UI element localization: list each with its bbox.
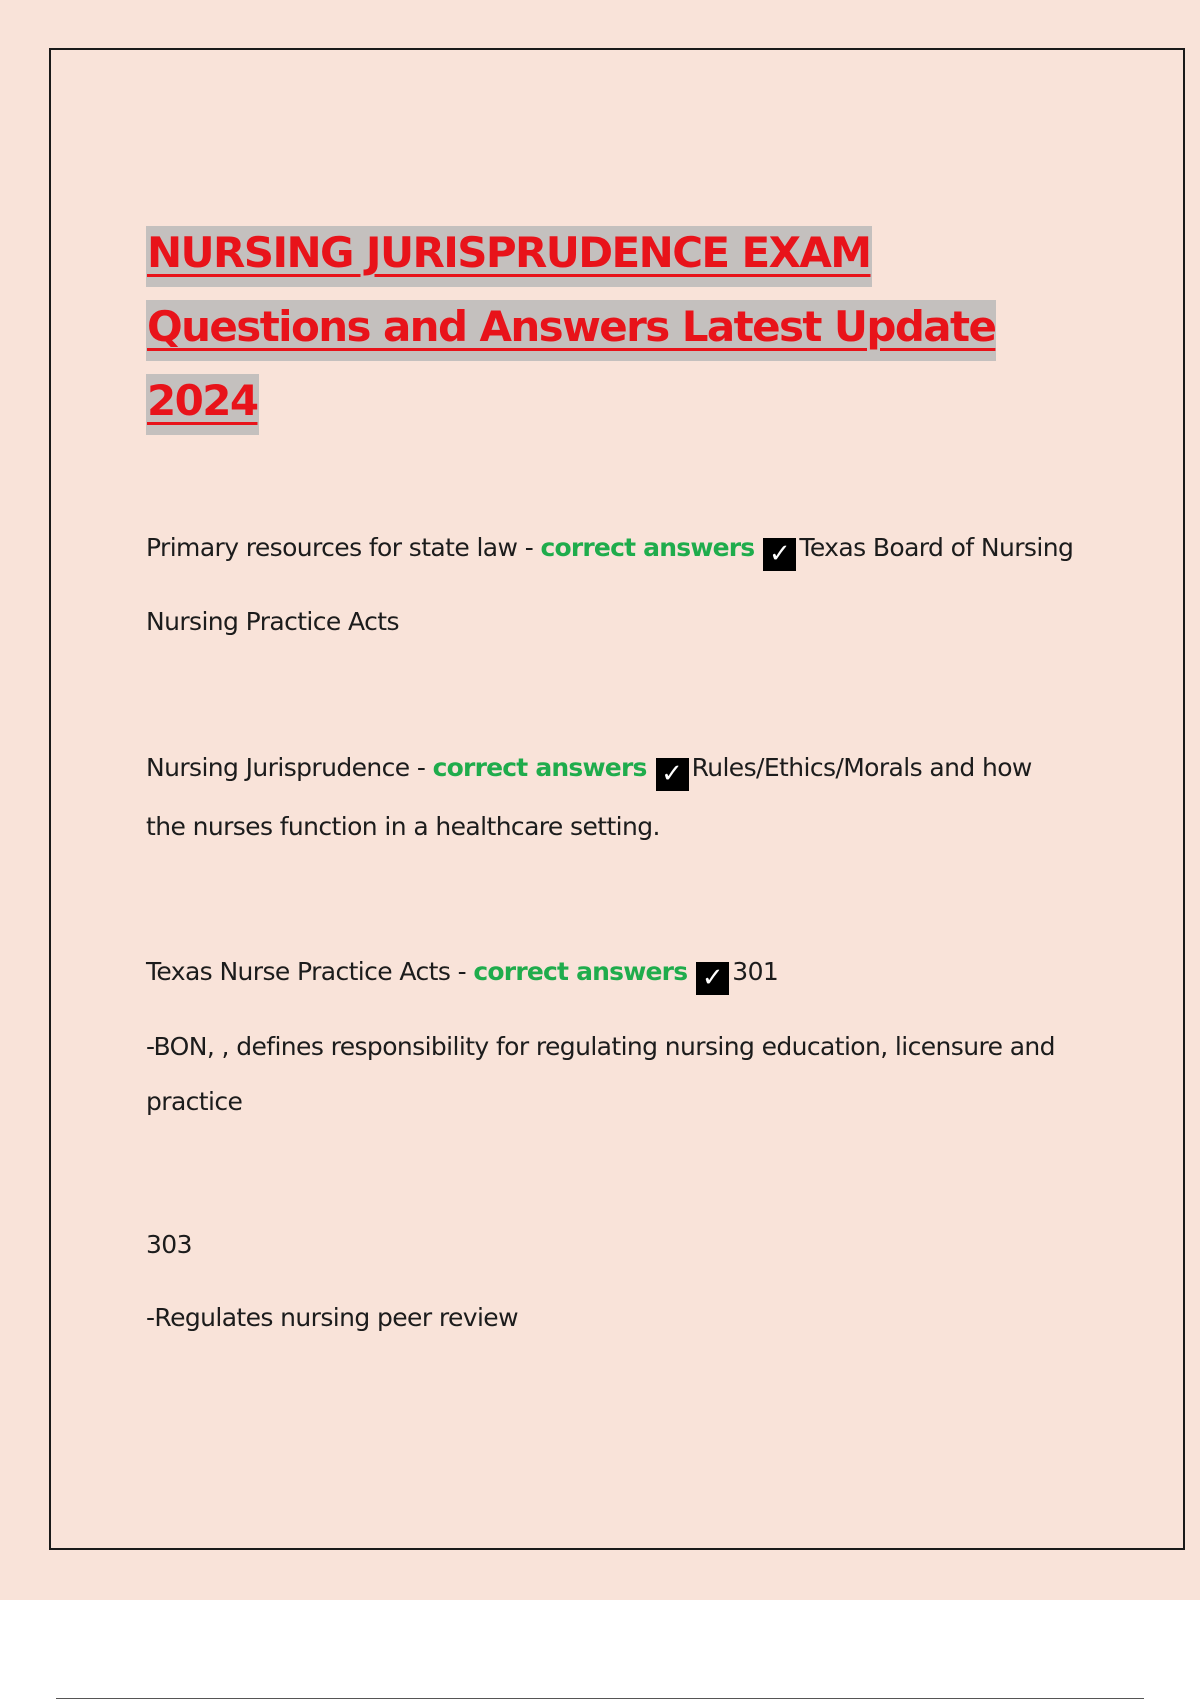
entry-1-question: Primary resources for state law - <box>146 533 541 562</box>
entry-3-answer-line-5: -Regulates nursing peer review <box>146 1303 518 1332</box>
entry-3-answer-line-2: -BON, , defines responsibility for regulating nursing education, licensure and <box>146 1032 1055 1061</box>
entry-3-answer-line-1: 301 <box>732 957 779 986</box>
title-text-3: 2024 <box>146 374 259 435</box>
entry-1-correct-answers-label: correct answers <box>540 533 755 562</box>
title-text-1: NURSING JURISPRUDENCE EXAM <box>146 226 872 287</box>
checkmark-icon: ✓ <box>763 538 796 571</box>
title-line-3 <box>146 364 1076 438</box>
title-line-1 <box>146 216 1076 290</box>
entry-3-answer-line-4: 303 <box>146 1230 192 1259</box>
entry-1-answer-line-1: Texas Board of Nursing <box>799 533 1074 562</box>
entry-1-question-line <box>146 533 1073 571</box>
entry-2-answer-line-1: Rules/Ethics/Morals and how <box>691 753 1032 782</box>
bottom-divider <box>56 1698 1144 1699</box>
entry-2-question: Nursing Jurisprudence - <box>146 753 433 782</box>
entry-2-answer-line-2: the nurses function in a healthcare setting. <box>146 812 660 841</box>
entry-2-question-line <box>146 753 1032 791</box>
checkmark-icon: ✓ <box>656 758 689 791</box>
entry-2-correct-answers-label: correct answers <box>432 753 647 782</box>
entry-3-question-line <box>146 957 778 995</box>
entry-1-answer-line-2: Nursing Practice Acts <box>146 607 399 636</box>
entry-3-correct-answers-label: correct answers <box>473 957 688 986</box>
title-line-2 <box>146 290 1076 364</box>
entry-3-question: Texas Nurse Practice Acts - <box>146 957 474 986</box>
entry-3-answer-line-3: practice <box>146 1087 243 1116</box>
document-title <box>146 216 1076 438</box>
checkmark-icon: ✓ <box>696 962 729 995</box>
title-text-2: Questions and Answers Latest Update <box>146 300 996 361</box>
